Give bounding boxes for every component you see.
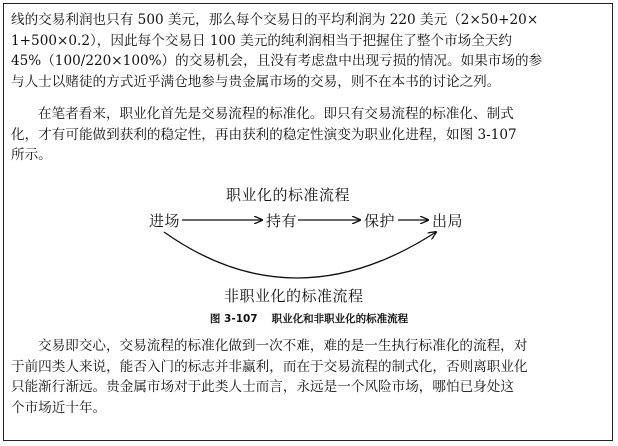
paragraph-3-line: 交易即交心，交易流程的标准化做到一次不难，难的是一生执行标准化的流程，对 xyxy=(38,338,528,354)
paragraph-2 xyxy=(11,104,607,166)
arrow-enter-to-exit-curve xyxy=(164,232,436,278)
node-enter: 进场 xyxy=(149,212,181,230)
paragraph-1-line: 线的交易利润也只有 500 美元，那么每个交易日的平均利润为 220 美元（2×50+20× xyxy=(11,12,539,28)
book-page xyxy=(3,3,613,441)
figure-caption xyxy=(4,311,614,326)
paragraph-1-line: 与人士以赌徒的方式近乎满仓地参与贵金属市场的交易，则不在本书的讨论之列。 xyxy=(11,73,501,90)
figure-number: 图 3-107 xyxy=(209,313,258,325)
figure-title: 职业化和非职业化的标准流程 xyxy=(271,313,409,325)
paragraph-2-line: 所示。 xyxy=(11,147,52,164)
node-protect: 保护 xyxy=(364,212,396,230)
paragraph-1-line: 1+500×0.2），因此每个交易日 100 美元的纯利润相当于把握住了整个市场全天约 xyxy=(11,32,512,49)
node-hold: 持有 xyxy=(266,212,298,230)
paragraph-3-line: 只能渐行渐远。贵金属市场对于此类人士而言，永远是一个风险市场，哪怕已身处这 xyxy=(11,379,514,396)
paragraph-2-line: 化，才有可能做到获利的稳定性，再由获利的稳定性演变为职业化进程，如图 3-107 xyxy=(11,126,517,143)
paragraph-1-line: 45%（100/220×100%）的交易机会，且没有考虑盘中出现亏损的情况。如果市场的参 xyxy=(11,53,543,70)
paragraph-3 xyxy=(11,336,607,418)
paragraph-1 xyxy=(11,10,607,92)
standard-process-label: 职业化的标准流程 xyxy=(226,186,351,204)
non-standard-process-label: 非职业化的标准流程 xyxy=(224,287,364,305)
paragraph-3-line: 个市场近十年。 xyxy=(11,399,107,416)
paragraph-3-line: 于前四类人来说，能否入门的标志并非赢利，而在于交易流程的制式化，否则离职业化 xyxy=(11,358,528,375)
paragraph-2-line: 在笔者看来，职业化首先是交易流程的标准化。即只有交易流程的标准化、制式 xyxy=(38,106,514,122)
node-exit: 出局 xyxy=(432,212,464,230)
